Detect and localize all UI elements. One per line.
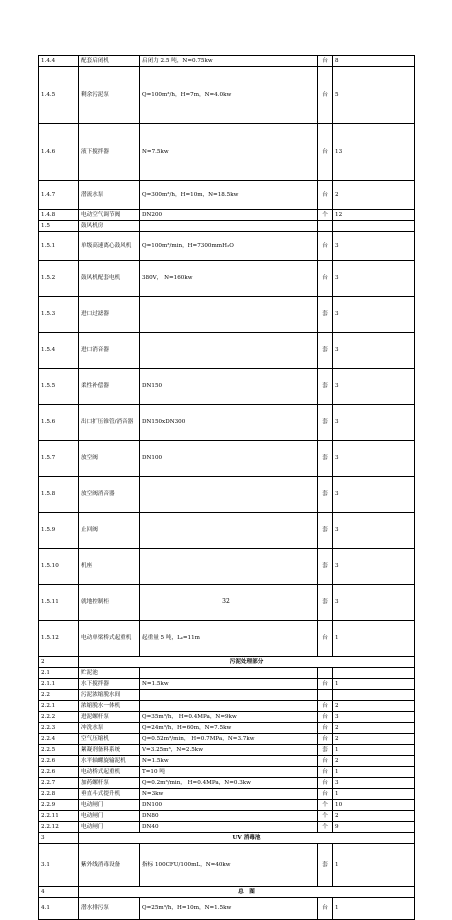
- table-row: [39, 756, 415, 767]
- item-spec: Q=0.2m³/min， H=0.4MPa，N=0.3kw: [140, 778, 318, 789]
- table-row: [39, 621, 415, 657]
- item-name: 冲洗水泵: [79, 723, 140, 734]
- item-name: 电动闸门: [79, 800, 140, 811]
- table-row: [39, 405, 415, 441]
- table-row: [39, 767, 415, 778]
- table-row: [39, 800, 415, 811]
- item-unit: 台: [318, 679, 333, 690]
- item-name: 絮凝剂备料系统: [79, 745, 140, 756]
- item-number: 2.2.9: [39, 800, 79, 811]
- item-unit: 台: [318, 124, 333, 181]
- item-unit: 台: [318, 767, 333, 778]
- item-unit: 个: [318, 800, 333, 811]
- table-row: [39, 513, 415, 549]
- item-number: 1.4.7: [39, 181, 79, 210]
- item-spec: DN100: [140, 800, 318, 811]
- item-unit: 台: [318, 621, 333, 657]
- subsection-row: [39, 668, 415, 679]
- empty-cell: [140, 668, 318, 679]
- item-name: 机座: [79, 549, 140, 585]
- item-number: 1.5.9: [39, 513, 79, 549]
- item-unit: 台: [318, 232, 333, 261]
- item-quantity: 3: [333, 405, 415, 441]
- item-unit: 台: [318, 701, 333, 712]
- table-row: [39, 232, 415, 261]
- item-unit: 个: [318, 811, 333, 822]
- table-row: [39, 811, 415, 822]
- item-unit: 套: [318, 549, 333, 585]
- item-quantity: 1: [333, 679, 415, 690]
- item-name: 单级高速离心鼓风机: [79, 232, 140, 261]
- item-unit: 台: [318, 56, 333, 67]
- item-number: 1.5.1: [39, 232, 79, 261]
- item-number: 1.5.12: [39, 621, 79, 657]
- item-name: 放空阀: [79, 441, 140, 477]
- item-unit: 套: [318, 333, 333, 369]
- item-unit: 台: [318, 778, 333, 789]
- section-title: 污泥处理部分: [79, 657, 415, 668]
- item-unit: 台: [318, 898, 333, 920]
- item-number: 2.2.1: [39, 701, 79, 712]
- item-spec: 380V， N=160kw: [140, 261, 318, 297]
- item-name: 进口消音器: [79, 333, 140, 369]
- item-unit: 个: [318, 822, 333, 833]
- item-quantity: 3: [333, 369, 415, 405]
- item-spec: DN80: [140, 811, 318, 822]
- item-name: 进泥螺杆泵: [79, 712, 140, 723]
- item-spec: 启闭力 2.5 吨，N=0.75kw: [140, 56, 318, 67]
- item-unit: 套: [318, 745, 333, 756]
- item-number: 2.2.4: [39, 734, 79, 745]
- item-quantity: 1: [333, 767, 415, 778]
- item-name: 水平轴螺旋输泥机: [79, 756, 140, 767]
- item-quantity: 1: [333, 898, 415, 920]
- item-number: 2.2.12: [39, 822, 79, 833]
- item-quantity: 3: [333, 333, 415, 369]
- item-number: 1.4.6: [39, 124, 79, 181]
- section-row: [39, 833, 415, 844]
- item-spec: [140, 513, 318, 549]
- item-quantity: 1: [333, 745, 415, 756]
- item-name: 柔性补偿器: [79, 369, 140, 405]
- item-quantity: 3: [333, 441, 415, 477]
- item-unit: 台: [318, 789, 333, 800]
- empty-cell: [318, 221, 333, 232]
- item-spec: 指标 100CFU/100mL，N=40kw: [140, 844, 318, 887]
- item-name: 电动闸门: [79, 811, 140, 822]
- item-spec: Q=300m³/h，H=10m，N=18.5kw: [140, 181, 318, 210]
- item-number: 1.4.5: [39, 67, 79, 124]
- item-name: 电动空气调节阀: [79, 210, 140, 221]
- item-unit: 套: [318, 405, 333, 441]
- item-quantity: 3: [333, 513, 415, 549]
- subsection-row: [39, 690, 415, 701]
- item-number: 1.5.11: [39, 585, 79, 621]
- item-name: 空气压缩机: [79, 734, 140, 745]
- item-unit: 个: [318, 210, 333, 221]
- section-number: 4: [39, 887, 79, 898]
- item-quantity: 13: [333, 124, 415, 181]
- table-row: [39, 297, 415, 333]
- table-row: [39, 701, 415, 712]
- subsection-number: 2.2: [39, 690, 79, 701]
- item-spec: N=3kw: [140, 789, 318, 800]
- item-name: 潜流水泵: [79, 181, 140, 210]
- item-unit: 套: [318, 585, 333, 621]
- item-number: 2.2.6: [39, 767, 79, 778]
- table-row: [39, 261, 415, 297]
- item-spec: DN150xDN300: [140, 405, 318, 441]
- subsection-row: [39, 221, 415, 232]
- item-spec: Q=0.52m³/min， H=0.7MPa，N=3.7kw: [140, 734, 318, 745]
- item-name: 潜水排污泵: [79, 898, 140, 920]
- table-row: [39, 844, 415, 887]
- item-quantity: 2: [333, 811, 415, 822]
- item-spec: N=7.5kw: [140, 124, 318, 181]
- item-unit: 台: [318, 181, 333, 210]
- item-quantity: 2: [333, 701, 415, 712]
- item-number: 3.1: [39, 844, 79, 887]
- item-spec: Q=25m³/h，H=10m，N=1.5kw: [140, 898, 318, 920]
- item-unit: 台: [318, 723, 333, 734]
- item-spec: DN40: [140, 822, 318, 833]
- item-name: 加药螺杆泵: [79, 778, 140, 789]
- item-name: 进口过滤器: [79, 297, 140, 333]
- item-number: 2.2.6: [39, 756, 79, 767]
- item-spec: Q=35m³/h， H=0.4MPa，N=9kw: [140, 712, 318, 723]
- item-quantity: 3: [333, 232, 415, 261]
- item-spec: DN200: [140, 210, 318, 221]
- item-name: 浓缩脱水一体机: [79, 701, 140, 712]
- table-row: [39, 679, 415, 690]
- item-spec: [140, 701, 318, 712]
- item-unit: 台: [318, 67, 333, 124]
- item-name: 配套启闭机: [79, 56, 140, 67]
- item-number: 1.4.4: [39, 56, 79, 67]
- section-title: UV 消毒池: [79, 833, 415, 844]
- empty-cell: [333, 690, 415, 701]
- table-row: [39, 441, 415, 477]
- item-name: 垂直斗式提升机: [79, 789, 140, 800]
- item-spec: Q=100m³/h，H=7m，N=4.0kw: [140, 67, 318, 124]
- item-number: 1.5.8: [39, 477, 79, 513]
- item-number: 1.4.8: [39, 210, 79, 221]
- item-number: 2.2.2: [39, 712, 79, 723]
- item-spec: V=3.25m³，N=2.5kw: [140, 745, 318, 756]
- subsection-number: 2.1: [39, 668, 79, 679]
- item-spec: 起重量 5 吨，Lₖ=11m: [140, 621, 318, 657]
- item-spec: N=1.5kw: [140, 756, 318, 767]
- table-row: [39, 56, 415, 67]
- item-spec: [140, 333, 318, 369]
- item-quantity: 2: [333, 756, 415, 767]
- section-row: [39, 887, 415, 898]
- item-name: 液下搅拌器: [79, 124, 140, 181]
- table-row: [39, 181, 415, 210]
- item-name: 电动闸门: [79, 822, 140, 833]
- empty-cell: [333, 221, 415, 232]
- section-number: 2: [39, 657, 79, 668]
- item-number: 4.1: [39, 898, 79, 920]
- section-title: 总 图: [79, 887, 415, 898]
- item-quantity: 3: [333, 712, 415, 723]
- empty-cell: [140, 221, 318, 232]
- item-unit: 套: [318, 844, 333, 887]
- item-name: 紫外线消毒设备: [79, 844, 140, 887]
- table-row: [39, 712, 415, 723]
- item-quantity: 3: [333, 585, 415, 621]
- item-number: 2.2.8: [39, 789, 79, 800]
- table-row: [39, 333, 415, 369]
- subsection-title: 贮泥池: [79, 668, 140, 679]
- item-name: 电动桥式起重机: [79, 767, 140, 778]
- item-quantity: 8: [333, 56, 415, 67]
- table-row: [39, 210, 415, 221]
- subsection-title: 鼓风机房: [79, 221, 140, 232]
- item-quantity: 9: [333, 822, 415, 833]
- item-number: 1.5.4: [39, 333, 79, 369]
- item-quantity: 1: [333, 621, 415, 657]
- item-spec: DN100: [140, 441, 318, 477]
- empty-cell: [333, 668, 415, 679]
- table-row: [39, 124, 415, 181]
- section-number: 3: [39, 833, 79, 844]
- item-name: 鼓风机配套电机: [79, 261, 140, 297]
- item-spec: [140, 477, 318, 513]
- item-unit: 套: [318, 369, 333, 405]
- item-unit: 套: [318, 477, 333, 513]
- item-number: 1.5.10: [39, 549, 79, 585]
- item-quantity: 5: [333, 67, 415, 124]
- table-row: [39, 822, 415, 833]
- equipment-table: [38, 55, 415, 920]
- item-unit: 台: [318, 261, 333, 297]
- equipment-table-body: [39, 56, 415, 920]
- table-row: [39, 778, 415, 789]
- item-unit: 套: [318, 513, 333, 549]
- table-row: [39, 789, 415, 800]
- item-quantity: 3: [333, 477, 415, 513]
- item-name: 止回阀: [79, 513, 140, 549]
- item-spec: [140, 549, 318, 585]
- table-row: [39, 745, 415, 756]
- item-quantity: 12: [333, 210, 415, 221]
- item-quantity: 3: [333, 297, 415, 333]
- item-quantity: 2: [333, 723, 415, 734]
- table-row: [39, 477, 415, 513]
- item-spec: DN150: [140, 369, 318, 405]
- item-number: 2.2.7: [39, 778, 79, 789]
- item-number: 1.5.3: [39, 297, 79, 333]
- empty-cell: [318, 690, 333, 701]
- item-quantity: 3: [333, 549, 415, 585]
- item-quantity: 10: [333, 800, 415, 811]
- empty-cell: [140, 690, 318, 701]
- item-unit: 台: [318, 734, 333, 745]
- item-quantity: 1: [333, 844, 415, 887]
- item-number: 1.5.5: [39, 369, 79, 405]
- item-spec: Q=24m³/h，H=60m，N=7.5kw: [140, 723, 318, 734]
- item-spec: [140, 297, 318, 333]
- item-name: 剩余污泥泵: [79, 67, 140, 124]
- table-row: [39, 723, 415, 734]
- item-number: 2.2.3: [39, 723, 79, 734]
- item-name: 出口扩压锥管/消音器: [79, 405, 140, 441]
- item-unit: 台: [318, 756, 333, 767]
- empty-cell: [318, 668, 333, 679]
- table-row: [39, 67, 415, 124]
- item-spec: T=10 吨: [140, 767, 318, 778]
- item-unit: 套: [318, 297, 333, 333]
- item-unit: 套: [318, 441, 333, 477]
- item-name: 电动单梁桥式起重机: [79, 621, 140, 657]
- item-quantity: 1: [333, 789, 415, 800]
- table-row: [39, 734, 415, 745]
- item-number: 1.5.6: [39, 405, 79, 441]
- item-number: 2.1.1: [39, 679, 79, 690]
- item-number: 2.2.5: [39, 745, 79, 756]
- item-unit: 台: [318, 712, 333, 723]
- item-name: 放空阀消音器: [79, 477, 140, 513]
- item-number: 1.5.2: [39, 261, 79, 297]
- item-spec: N=1.5kw: [140, 679, 318, 690]
- item-number: 2.2.11: [39, 811, 79, 822]
- item-number: 1.5.7: [39, 441, 79, 477]
- section-row: [39, 657, 415, 668]
- item-quantity: 3: [333, 778, 415, 789]
- table-row: [39, 369, 415, 405]
- item-spec: Q=100m³/min，H=7300mmH₂O: [140, 232, 318, 261]
- item-name: 就地控制柜: [79, 585, 140, 621]
- item-quantity: 3: [333, 261, 415, 297]
- table-row: [39, 898, 415, 920]
- page-number: 32: [222, 598, 230, 605]
- item-name: 水下搅拌器: [79, 679, 140, 690]
- item-quantity: 2: [333, 734, 415, 745]
- subsection-title: 污泥浓缩脱水间: [79, 690, 140, 701]
- item-quantity: 2: [333, 181, 415, 210]
- subsection-number: 1.5: [39, 221, 79, 232]
- table-row: [39, 549, 415, 585]
